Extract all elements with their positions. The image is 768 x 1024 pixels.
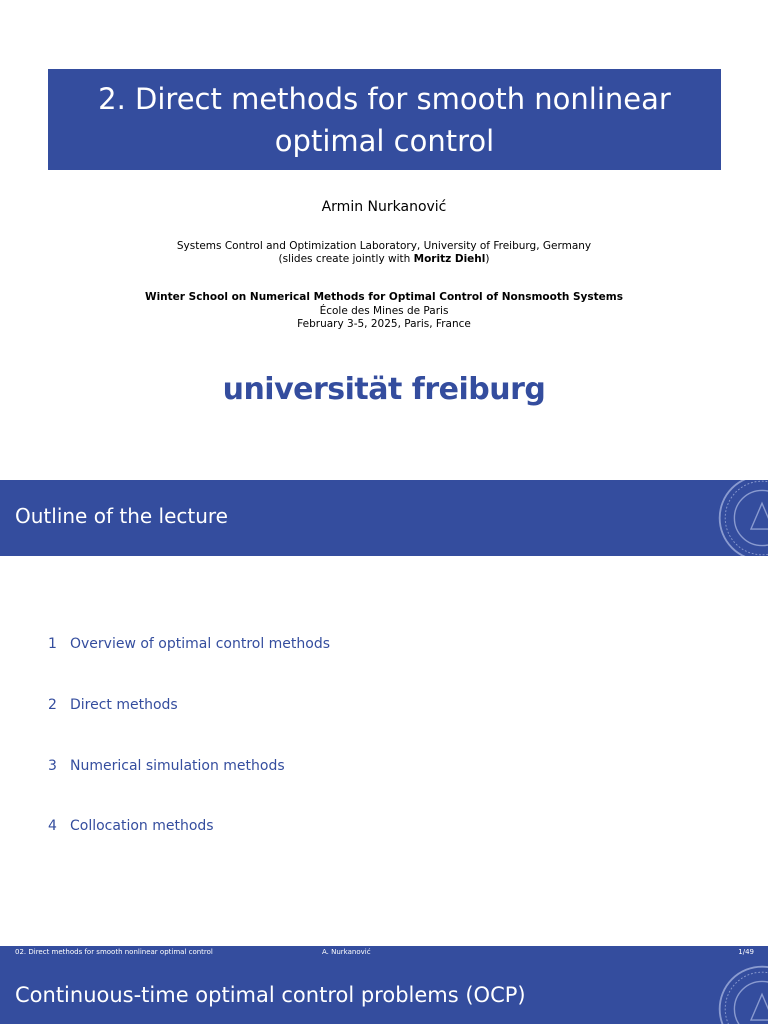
outline-item[interactable] (48, 636, 330, 652)
outline-item-label: Overview of optimal control methods (70, 636, 331, 652)
affiliation: Systems Control and Optimization Laboratory, University of Freiburg, Germany (176, 240, 592, 252)
footer-title: 02. Direct methods for smooth nonlinear optimal control (15, 948, 213, 956)
next-slide-header-bar (0, 959, 768, 1024)
outline-item-label: Collocation methods (70, 818, 214, 834)
outline-item-number: 2 (48, 697, 57, 713)
footer-author: A. Nurkanović (322, 948, 371, 956)
event-venue: École des Mines de Paris (319, 304, 449, 317)
slides-note-suffix: ) (485, 253, 490, 265)
university-seal-icon (716, 963, 768, 1024)
university-logo: universität freiburg (222, 372, 546, 407)
university-seal-icon (716, 480, 768, 556)
footer-page-number: 1/49 (738, 948, 754, 956)
coauthor-name: Moritz Diehl (413, 253, 486, 265)
outline-item[interactable] (48, 818, 214, 834)
slide-title: 2. Direct methods for smooth nonlinear optimal control (98, 81, 671, 158)
slide-footer (0, 946, 768, 959)
outline-item-number: 3 (48, 758, 57, 774)
event-date-place: February 3-5, 2025, Paris, France (297, 318, 471, 330)
slides-note-prefix: (slides create jointly with (278, 253, 414, 265)
author-name: Armin Nurkanović (321, 199, 447, 215)
outline-item[interactable] (48, 758, 285, 774)
title-banner (48, 69, 721, 170)
outline-item[interactable] (48, 697, 178, 713)
outline-header-title: Outline of the lecture (15, 504, 228, 528)
affiliation-block (0, 240, 768, 266)
event-block (0, 291, 768, 332)
outline-item-label: Direct methods (70, 697, 178, 713)
slides-note (0, 253, 768, 266)
outline-item-label: Numerical simulation methods (70, 758, 285, 774)
outline-header-bar (0, 480, 768, 556)
outline-item-number: 4 (48, 818, 57, 834)
event-name: Winter School on Numerical Methods for Optimal Control of Nonsmooth Systems (145, 291, 623, 303)
outline-item-number: 1 (48, 636, 57, 652)
next-slide-header-title: Continuous-time optimal control problems (OCP) (15, 983, 526, 1007)
